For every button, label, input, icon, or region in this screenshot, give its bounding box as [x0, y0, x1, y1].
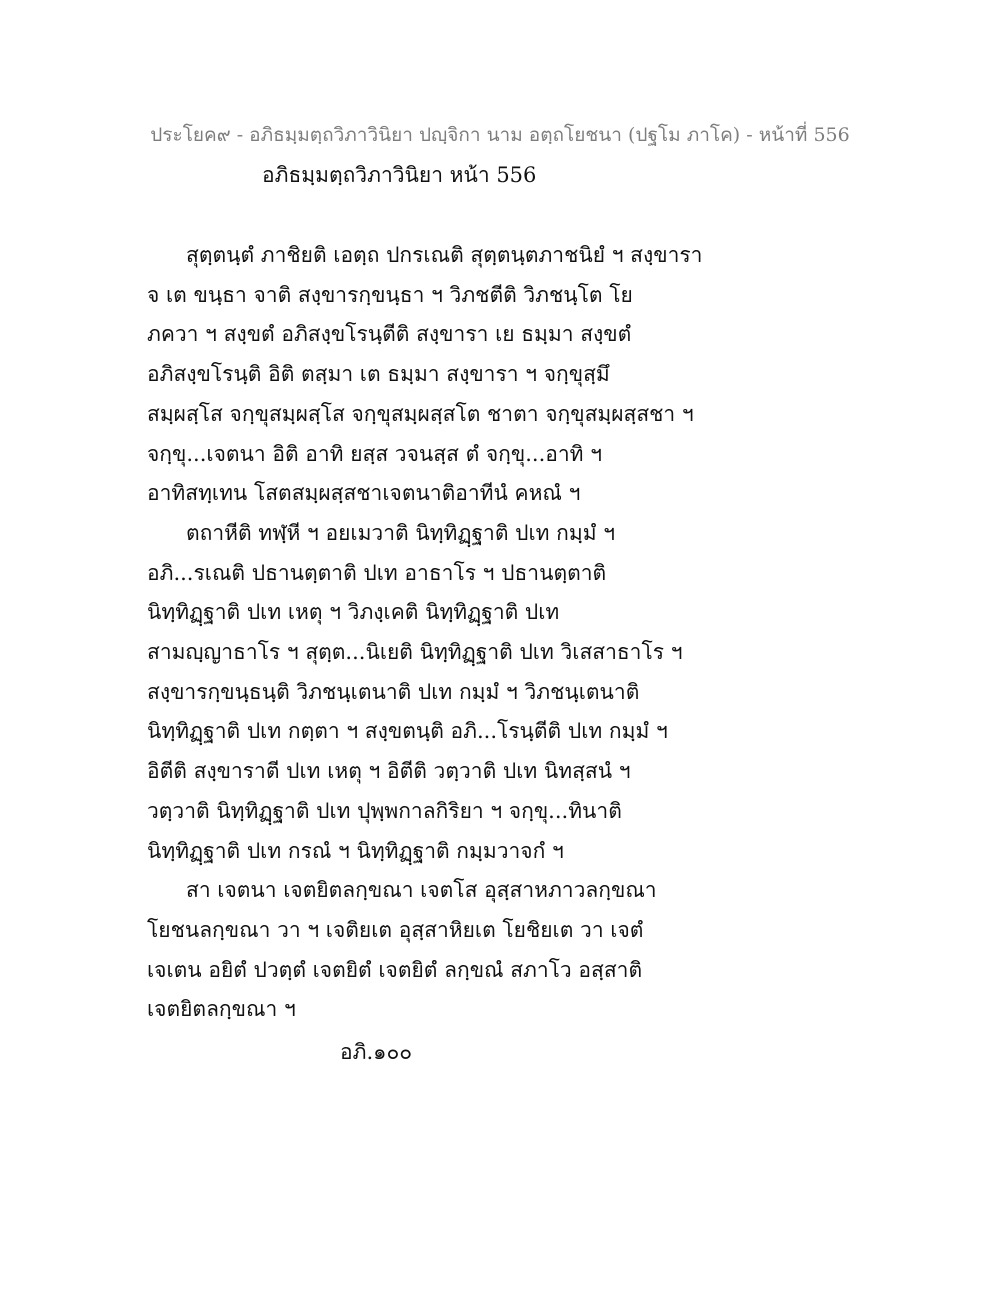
page-title: อภิธมฺมตฺถวิภาวินิยา หน้า 556	[262, 163, 537, 187]
text-line: ภควา ฯ สงฺขตํ อภิสงฺขโรนฺตีติ สงฺขารา เย ธมฺมา สงฺขตํ	[147, 322, 632, 347]
text-line: สามญฺญาธาโร ฯ สุตฺต...นิเยติ นิทฺทิฏฺฐาติ ปเท วิเสสาธาโร ฯ	[147, 640, 683, 665]
text-line: จ เต ขนฺธา จาติ สงฺขารกฺขนฺธา ฯ วิภชตีติ วิภชนฺโต โย	[147, 282, 633, 307]
text-line: สุตฺตนฺตํ ภาชิยติ เอตฺถ ปกรเณติ สุตฺตนฺตภาชนิยํ ฯ สงฺขารา	[186, 243, 703, 267]
text-line: อภิ...รเณติ ปธานตฺตาติ ปเท อาธาโร ฯ ปธานตฺตาติ	[147, 560, 607, 585]
text-line: เจตยิตลกฺขณา ฯ	[147, 997, 296, 1022]
paragraph	[147, 514, 867, 871]
paragraph	[147, 236, 867, 514]
text-line: ตถาหีติ ทฬฺหี ฯ อยเมวาติ นิทฺทิฏฺฐาติ ปเท กมฺมํ ฯ	[186, 520, 616, 545]
text-line: อิตีติ สงฺขาราตี ปเท เหตุ ฯ อิตีติ วตฺวาติ ปเท นิทสฺสนํ ฯ	[147, 759, 631, 784]
running-header: ประโยค๙ - อภิธมฺมตฺถวิภาวินิยา ปญฺจิกา นาม อตฺถโยชนา (ปฐโม ภาโค) - หน้าที่ 556	[150, 124, 850, 146]
body-text	[147, 236, 867, 1030]
text-line: อาทิสทฺเทน โสตสมฺผสฺสชาเจตนาติอาทีนํ คหณํ ฯ	[147, 481, 581, 506]
text-line: นิทฺทิฏฺฐาติ ปเท เหตุ ฯ วิภงฺเคติ นิทฺทิฏฺฐาติ ปเท	[147, 600, 560, 625]
text-line: เจเตน อยิตํ ปวตฺตํ เจตยิตํ เจตยิตํ ลกฺขณํ สภาโว อสฺสาติ	[147, 957, 643, 982]
text-line: สมฺผสฺโส จกฺขุสมฺผสฺโส จกฺขุสมฺผสฺสโต ชาตา จกฺขุสมฺผสฺสชา ฯ	[147, 401, 694, 426]
text-line: สงฺขารกฺขนฺธนฺติ วิภชนฺเตนาติ ปเท กมฺมํ ฯ วิภชนฺเตนาติ	[147, 679, 640, 704]
text-line: นิทฺทิฏฺฐาติ ปเท กตฺตา ฯ สงฺขตนฺติ อภิ...โรนฺตีติ ปเท กมฺมํ ฯ	[147, 719, 668, 744]
paragraph	[147, 871, 867, 1030]
text-line: จกฺขุ...เจตนา อิติ อาทิ ยสฺส วจนสฺส ตํ จกฺขุ...อาทิ ฯ	[147, 441, 602, 466]
text-line: สา เจตนา เจตยิตลกฺขณา เจตโส อุสฺสาหภาวลกฺขณา	[186, 878, 657, 903]
text-line: โยชนลกฺขณา วา ฯ เจติยเต อุสฺสาหิยเต โยชิยเต วา เจตํ	[147, 917, 644, 942]
signature-mark: อภิ.๑๐๐	[340, 1040, 413, 1064]
text-line: นิทฺทิฏฺฐาติ ปเท กรณํ ฯ นิทฺทิฏฺฐาติ กมฺมวาจกํ ฯ	[147, 838, 564, 863]
text-line: อภิสงฺขโรนฺติ อิติ ตสฺมา เต ธมฺมา สงฺขารา ฯ จกฺขุสฺมึ	[147, 362, 610, 387]
text-line: วตฺวาติ นิทฺทิฏฺฐาติ ปเท ปุพฺพกาลกิริยา ฯ จกฺขุ...ทินาติ	[147, 798, 622, 823]
